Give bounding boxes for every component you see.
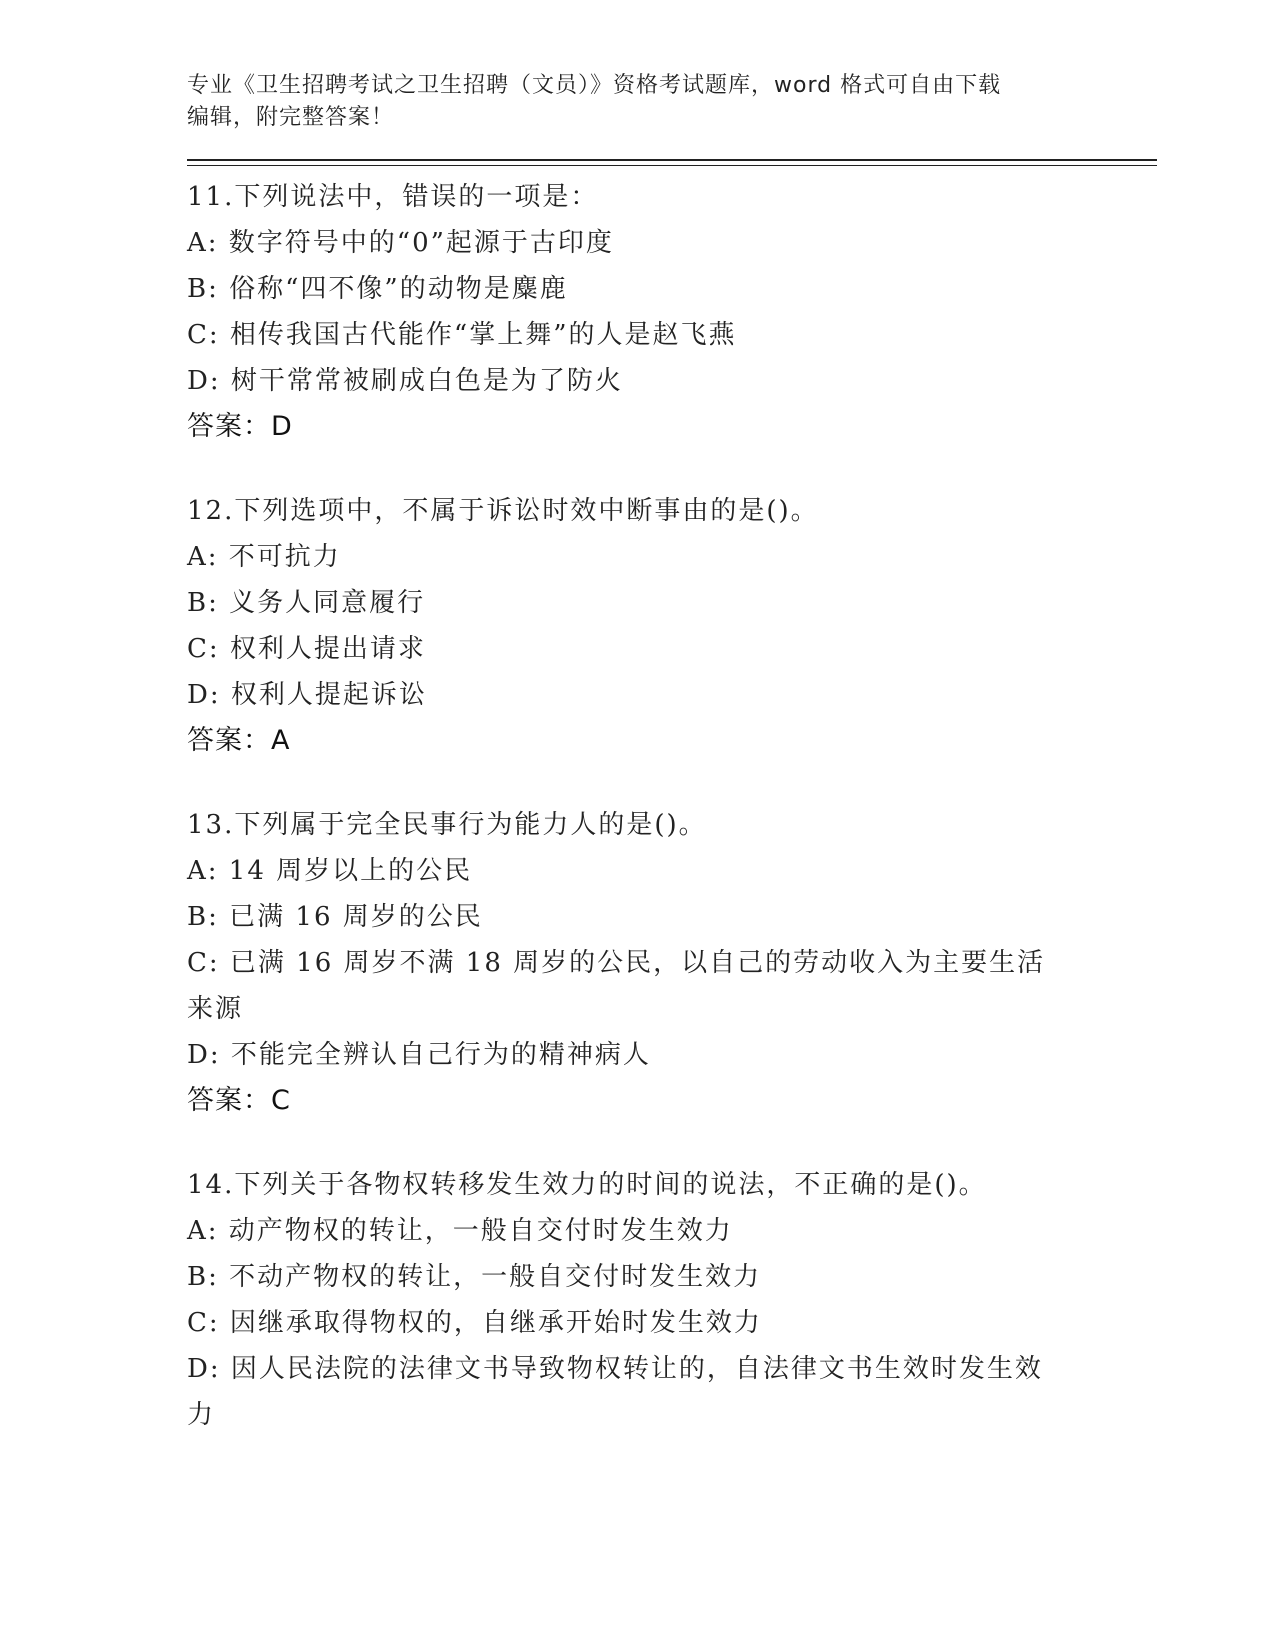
option-d: D: 树干常常被刷成白色是为了防火 [187, 366, 623, 396]
question-12 [187, 488, 1157, 764]
option-c: C: 相传我国古代能作“掌上舞”的人是赵飞燕 [187, 320, 737, 350]
document-header [187, 70, 1067, 134]
header-divider [187, 159, 1157, 166]
option-d: D: 不能完全辨认自己行为的精神病人 [187, 1040, 651, 1070]
option-c: C: 权利人提出请求 [187, 634, 426, 664]
option-b: B: 义务人同意履行 [187, 588, 426, 618]
option-a: A: 不可抗力 [187, 542, 341, 572]
question-13 [187, 802, 1157, 1124]
question-stem: 14.下列关于各物权转移发生效力的时间的说法，不正确的是()。 [187, 1170, 987, 1200]
header-line-1: 专业《卫生招聘考试之卫生招聘（文员）》资格考试题库，word 格式可自由下载 [187, 73, 1002, 98]
document-page [187, 70, 1157, 1438]
option-a: A: 14 周岁以上的公民 [187, 856, 473, 886]
question-stem: 11.下列说法中，错误的一项是： [187, 182, 599, 212]
answer: 答案：A [187, 725, 291, 756]
option-a: A: 数字符号中的“0”起源于古印度 [187, 228, 614, 258]
question-stem: 13.下列属于完全民事行为能力人的是()。 [187, 810, 707, 840]
question-14 [187, 1162, 1157, 1438]
question-11 [187, 174, 1157, 450]
option-d: D: 权利人提起诉讼 [187, 680, 427, 710]
option-c: C: 因继承取得物权的，自继承开始时发生效力 [187, 1308, 762, 1338]
answer: 答案：C [187, 1085, 291, 1116]
option-a: A: 动产物权的转让，一般自交付时发生效力 [187, 1216, 733, 1246]
option-b: B: 已满 16 周岁的公民 [187, 902, 483, 932]
option-b: B: 不动产物权的转让，一般自交付时发生效力 [187, 1262, 762, 1292]
header-line-2: 编辑，附完整答案！ [187, 105, 395, 130]
option-c: C: 已满 16 周岁不满 18 周岁的公民，以自己的劳动收入为主要生活来源 [187, 948, 1046, 1024]
option-d: D: 因人民法院的法律文书导致物权转让的，自法律文书生效时发生效力 [187, 1354, 1043, 1430]
question-stem: 12.下列选项中，不属于诉讼时效中断事由的是()。 [187, 496, 819, 526]
option-b: B: 俗称“四不像”的动物是麋鹿 [187, 274, 568, 304]
answer: 答案：D [187, 411, 293, 442]
